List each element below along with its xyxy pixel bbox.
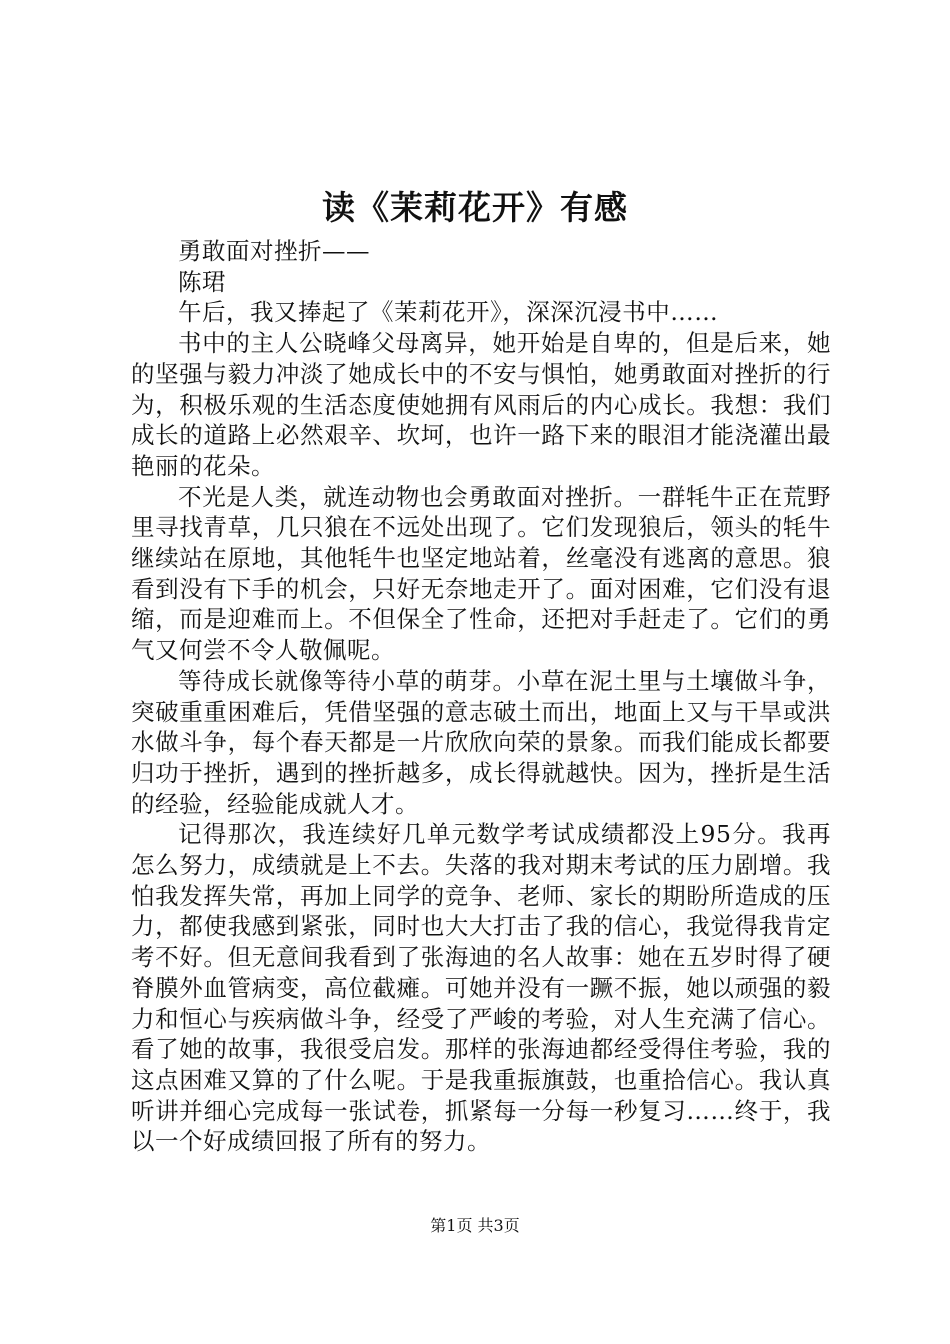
paragraph: 不光是人类，就连动物也会勇敢面对挫折。一群牦牛正在荒野里寻找青草，几只狼在不远处出现了。它们发现狼后，领头的牦牛继续站在原地，其他牦牛也坚定地站着，丝毫没有逃离的意思。狼看到没有下手的机会，只好无奈地走开了。面对困难，它们没有退缩，而是迎难而上。不但保全了性命，还把对手赶走了。它们的勇气又何尝不令人敬佩呢。 — [131, 482, 831, 665]
document-title: 读《茉莉花开》有感 — [322, 188, 628, 227]
paragraph: 午后，我又捧起了《茉莉花开》，深深沉浸书中…… — [178, 298, 719, 327]
paragraph: 书中的主人公晓峰父母离异，她开始是自卑的，但是后来，她的坚强与毅力冲淡了她成长中的不安与惧怕，她勇敢面对挫折的行为，积极乐观的生活态度使她拥有风雨后的内心成长。我想：我们成长的道路上必然艰辛、坎坷，也许一路下来的眼泪才能浇灌出最艳丽的花朵。 — [131, 329, 831, 480]
page-number-footer: 第1页 共3页 — [430, 1216, 520, 1235]
author-line: 陈珺 — [178, 267, 226, 296]
subtitle-line: 勇敢面对挫折—— — [178, 237, 370, 265]
document-body — [131, 236, 831, 1157]
paragraph: 等待成长就像等待小草的萌芽。小草在泥土里与土壤做斗争，突破重重困难后，凭借坚强的意志破土而出，地面上又与干旱或洪水做斗争，每个春天都是一片欣欣向荣的景象。而我们能成长都要归功于挫折，遇到的挫折越多，成长得就越快。因为，挫折是生活的经验，经验能成就人才。 — [131, 666, 831, 818]
paragraph: 记得那次，我连续好几单元数学考试成绩都没上95分。我再怎么努力，成绩就是上不去。失落的我对期末考试的压力剧增。我怕我发挥失常，再加上同学的竞争、老师、家长的期盼所造成的压力，都使我感到紧张，同时也大大打击了我的信心，我觉得我肯定考不好。但无意间我看到了张海迪的名人故事：她在五岁时得了硬脊膜外血管病变，高位截瘫。可她并没有一蹶不振，她以顽强的毅力和恒心与疾病做斗争，经受了严峻的考验，对人生充满了信心。看了她的故事，我很受启发。那样的张海迪都经受得住考验，我的这点困难又算的了什么呢。于是我重振旗鼓，也重拾信心。我认真听讲并细心完成每一张试卷，抓紧每一分每一秒复习……终于，我以一个好成绩回报了所有的努力。 — [131, 820, 831, 1156]
